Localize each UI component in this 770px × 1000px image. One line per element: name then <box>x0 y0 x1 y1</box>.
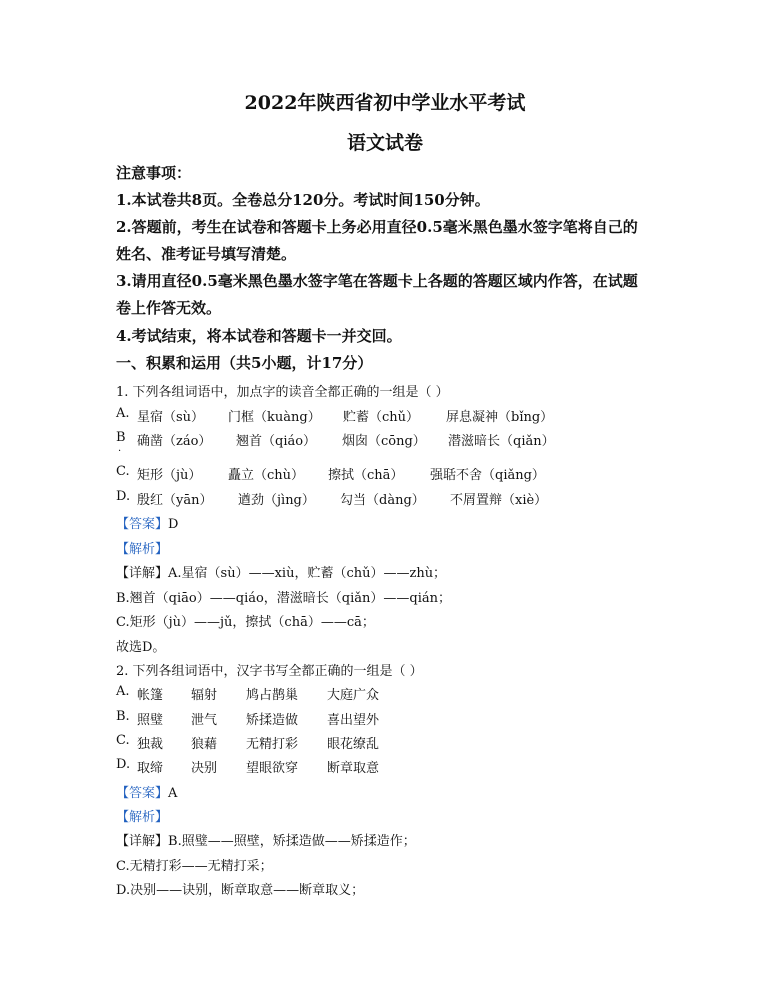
q2-detail-2: C.无精打彩——无精打采； <box>116 859 273 874</box>
q2-option-b-word: 照璧 <box>137 713 164 728</box>
q2-option-b-word: 喜出望外 <box>327 713 380 728</box>
q1-option-b-word: 翘首（qiáo） <box>236 434 317 449</box>
q2-option-a-word: 鸠占鹊巢 <box>246 688 299 703</box>
page-subtitle: 语文试卷 <box>346 132 423 154</box>
note-item-3: 3.请用直径0.5毫米黑色墨水签字笔在答题卡上各题的答题区域内作答，在试题 <box>116 272 638 290</box>
q2-option-d-label: D. <box>116 757 131 772</box>
q1-option-a-word: 贮蓄（chǔ） <box>343 410 420 425</box>
q2-answer <box>116 782 177 801</box>
detail-tag: 【详解】 <box>116 834 169 849</box>
note-item-2: 2.答题前，考生在试卷和答题卡上务必用直径0.5毫米黑色墨水签字笔将自己的 <box>116 218 638 236</box>
q1-option-d-label: D. <box>116 489 131 504</box>
q1-option-b-word: 烟囱（cōng） <box>342 434 426 449</box>
q2-option-c-word: 无精打彩 <box>246 737 299 752</box>
q2-option-a-word: 帐篷 <box>137 688 164 703</box>
note-item-1: 1.本试卷共8页。全卷总分120分。考试时间150分钟。 <box>116 191 490 209</box>
note-item-2-cont: 姓名、准考证号填写清楚。 <box>116 245 297 263</box>
q1-option-a-word: 星宿（sù） <box>137 410 205 425</box>
q2-option-b-label: B. <box>116 709 130 724</box>
q2-option-d-word: 望眼欲穿 <box>246 761 299 776</box>
q2-option-c-word: 眼花缭乱 <box>327 737 380 752</box>
q2-stem: 2. 下列各组词语中，汉字书写全都正确的一组是（ ） <box>116 664 423 679</box>
q1-option-a-word: 屏息凝神（bǐng） <box>446 410 554 425</box>
answer-value: A <box>168 786 178 801</box>
q1-option-c-word: 擦拭（chā） <box>328 468 404 483</box>
q1-option-d-word: 遒劲（jìng） <box>238 493 315 508</box>
q1-option-d-word: 殷红（yān） <box>137 493 213 508</box>
q1-option-d-word: 勾当（dàng） <box>340 493 425 508</box>
q2-option-a-word: 辐射 <box>191 688 218 703</box>
detail-text: B.照璧——照壁，矫揉造做——矫揉造作； <box>168 834 416 849</box>
q2-option-a-word: 大庭广众 <box>327 688 380 703</box>
q1-option-c-word: 矗立（chù） <box>228 468 305 483</box>
answer-tag: 【答案】 <box>116 786 169 801</box>
q2-option-d-word: 决别 <box>191 761 218 776</box>
q1-option-d-word: 不屑置辩（xiè） <box>450 493 548 508</box>
q1-option-a-word: 门框（kuàng） <box>228 410 321 425</box>
q1-answer <box>116 513 178 532</box>
note-item-3-cont: 卷上作答无效。 <box>116 299 222 317</box>
q2-option-b-word: 矫揉造做 <box>246 713 299 728</box>
q1-detail-2: B.翘首（qiāo）——qiáo，潜滋暗长（qiǎn）——qián； <box>116 591 452 606</box>
q2-option-a-label: A. <box>116 684 130 699</box>
q1-stem: 1. 下列各组词语中，加点字的读音全都正确的一组是（ ） <box>116 385 449 400</box>
detail-tag: 【详解】 <box>116 566 169 581</box>
notes-heading: 注意事项： <box>116 164 192 182</box>
q1-detail-4: 故选D。 <box>116 640 166 655</box>
note-item-4: 4.考试结束，将本试卷和答题卡一并交回。 <box>116 327 402 345</box>
q2-option-c-label: C. <box>116 733 130 748</box>
q1-option-b-word: 潜滋暗长（qiǎn） <box>448 434 555 449</box>
q1-option-a-label: A. <box>116 406 130 421</box>
q1-detail-3: C.矩形（jù）——jǔ，擦拭（chā）——cā； <box>116 615 375 630</box>
detail-text: A.星宿（sù）——xiù，贮蓄（chǔ）——zhù； <box>168 566 447 581</box>
q2-option-d-word: 断章取意 <box>327 761 380 776</box>
q1-option-c-label: C. <box>116 464 130 479</box>
q1-analysis-tag: 【解析】 <box>116 542 169 557</box>
q2-detail-3: D.决别——诀别，断章取意——断章取义； <box>116 883 365 898</box>
section-heading: 一、积累和运用（共5小题，计17分） <box>116 354 373 372</box>
answer-value: D <box>168 517 179 532</box>
q2-option-d-word: 取缔 <box>137 761 164 776</box>
emphasis-dot: · <box>118 446 122 457</box>
q1-option-b-word: 确凿（záo） <box>137 434 212 449</box>
q2-option-c-word: 狼藉 <box>191 737 218 752</box>
q2-option-b-word: 泄气 <box>191 713 218 728</box>
q1-option-c-word: 强聒不舍（qiǎng） <box>430 468 545 483</box>
answer-tag: 【答案】 <box>116 517 169 532</box>
q2-analysis-tag: 【解析】 <box>116 810 169 825</box>
q1-detail-1 <box>116 562 446 581</box>
q2-detail-1 <box>116 830 416 849</box>
page-title: 2022年陕西省初中学业水平考试 <box>244 92 526 114</box>
q1-option-c-word: 矩形（jù） <box>137 468 202 483</box>
q2-option-c-word: 独裁 <box>137 737 164 752</box>
q1-option-b-label: B <box>116 430 126 445</box>
